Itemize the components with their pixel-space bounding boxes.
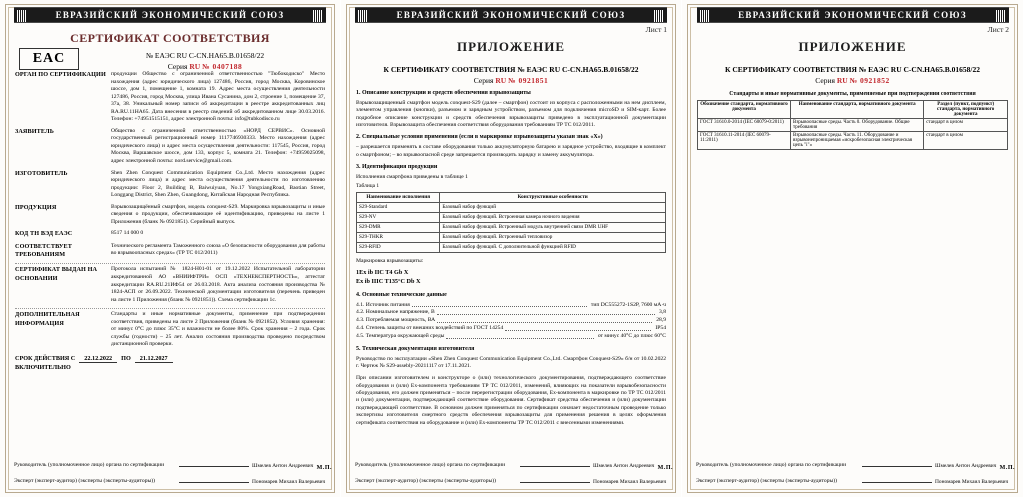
standards-table [697, 100, 1008, 150]
serial-row [697, 76, 1008, 85]
field-rows [15, 71, 325, 349]
signature-line [862, 476, 932, 483]
signature-name: Шмелев Антон Андреевич [935, 463, 997, 469]
banner-wing-left-icon [700, 10, 710, 22]
leader-dots [437, 309, 655, 315]
table-cell: Базовый набор функций. Встроенный тепловизор [440, 232, 666, 242]
field-row-hs-code [15, 230, 325, 238]
field-value: Технического регламента Таможенного союза «О безопасности оборудования для работы во взрывоопасных средах» (ТР ТС 012/2011) [111, 242, 325, 257]
section-text: Руководство по эксплуатации «Shen Zhen Conquest Communication Equipment Co.,Ltd. Смартфон Conquest-S29» б/н от 10.02.2022 г. Чертеж № S29-assebly-20211117 от 17.11.2021. [356, 355, 666, 369]
field-value: Взрывозащищённый смартфон, модель conquest-S29. Маркировка взрывозащиты и иные сведения о продукции, обеспечивающие её идентификацию, приведены на листе 1 Приложения (бланк № 0921851). Серийный выпуск. [111, 203, 325, 225]
signature-row-expert [696, 476, 1009, 485]
appendix-subtitle-text: К СЕРТИФИКАТУ СООТВЕТСТВИЯ № ЕАЭС [725, 65, 889, 74]
signature-block [355, 453, 667, 485]
section-heading: 5. Техническая документация изготовителя [356, 345, 475, 352]
field-label: ПРОДУКЦИЯ [15, 203, 57, 211]
banner-wing-left-icon [17, 10, 27, 22]
section-marking [356, 258, 666, 287]
table-cell: S29-NV [357, 213, 440, 223]
serial-country: RU [836, 76, 848, 85]
sheet-certificate [0, 0, 341, 497]
marking-code: Ex ib IIIC T135°C Db X [356, 278, 421, 286]
spec-value: от минус 40°С до плюс 60°С [597, 332, 666, 339]
table-header-cell: Обозначение стандарта, нормативного документа [698, 101, 791, 119]
page-title: ПРИЛОЖЕНИЕ [456, 39, 566, 54]
signature-line [520, 460, 590, 467]
sheet-appendix-2 [682, 0, 1024, 497]
field-row-product [15, 204, 325, 227]
signature-name: Пономарев Михаил Валерьевич [252, 479, 326, 485]
divider [15, 263, 325, 264]
signature-role: Руководитель (уполномоченное лицо) органа по сертификации [14, 462, 165, 469]
signature-line [179, 460, 249, 467]
signature-line [520, 476, 590, 483]
field-row-cert-body [15, 71, 325, 124]
table-cell: Базовый набор функций [440, 203, 666, 213]
validity-from-label: СРОК ДЕЙСТВИЯ С [15, 354, 76, 362]
section-text: Исполнения смартфона приведены в таблице 1 [356, 173, 468, 180]
section-technical-data [356, 292, 666, 341]
signature-role: Эксперт (эксперт-аудитор) (эксперты (эксперты-аудиторы)) [696, 478, 837, 485]
field-label: ОРГАН ПО СЕРТИФИКАЦИИ [15, 71, 106, 78]
appendix-cert-number: RU C-CN.НА65.В.01658/22 [890, 65, 980, 74]
field-row-applicant [15, 128, 325, 166]
list-item [356, 302, 666, 310]
table-cell: Взрывоопасные среды. Часть 11. Оборудование и взрывонепроницаемая «искробезопасная электрическая цепь "i"» [791, 132, 924, 150]
field-row-additional-info [15, 311, 325, 349]
signature-name: Шмелев Антон Андреевич [593, 463, 655, 469]
eaeu-banner [697, 7, 1009, 23]
standards-heading: Стандарты и иные нормативные документы, применяемые при подтверждении соответствия [729, 91, 976, 97]
section-heading: 2. Специальные условия применения (если в маркировке взрывозащиты указан знак «Х») [356, 134, 603, 141]
appendix-cert-number: RU C-CN.НА65.В.01658/22 [549, 65, 639, 74]
table-header-row [357, 193, 666, 203]
table-cell: стандарт в целом [924, 132, 1008, 150]
signature-row-head [14, 460, 326, 469]
eac-header-row [15, 48, 325, 71]
spec-label: 4.1. Источник питания [356, 301, 410, 308]
table-cell: S29-Standard [357, 203, 440, 213]
table-cell: ГОСТ 31610.0-2014 (IEC 60079-0:2011) [698, 119, 791, 132]
signature-row-expert [355, 476, 667, 485]
seal-mark: М.П. [657, 465, 673, 471]
table-cell: S29-RFID [357, 242, 440, 252]
signature-name: Пономарев Михаил Валерьевич [593, 479, 667, 485]
signature-block [14, 453, 326, 485]
divider [15, 308, 325, 309]
field-row-requirements [15, 243, 325, 260]
table-row [357, 232, 666, 242]
eac-conformity-mark-icon: EAC [19, 48, 79, 70]
banner-text: ЕВРАЗИЙСКИЙ ЭКОНОМИЧЕСКИЙ СОЮЗ [738, 10, 967, 20]
banner-wing-right-icon [996, 10, 1006, 22]
validity-inclusive-label: ВКЛЮЧИТЕЛЬНО [15, 363, 71, 371]
table-caption: Таблица 1 [356, 183, 380, 190]
marking-codes [356, 268, 666, 287]
signature-row-expert [14, 476, 326, 485]
technical-data-list [356, 302, 666, 341]
table-header-cell: Раздел (пункт, подпункт) стандарта, нормативного документа [924, 101, 1008, 119]
validity-inclusive [15, 364, 325, 371]
certificate-number-value: RU C-CN.НА65.В.01658/22 [176, 51, 265, 60]
serial-number: № 0921852 [849, 76, 890, 85]
section-text: Взрывозащищенный смартфон модель conquest-S29 (далее – смартфон) состоит из корпуса с расположенными на нем дисплеем, элементом управления (кнопки), разъемом и зарядным устройством, разъемом для подключения microSD и SIM-карт. Более подробное описание конструкции и средств обеспечения взрывозащиты приведено в эксплуатационной документации изготовителя. Взрывозащита обеспечения соответствия оборудования требованиям ТР ТС 012/2011. [356, 99, 666, 129]
table-row [357, 242, 666, 252]
leader-dots [412, 302, 587, 308]
identification-table [356, 192, 666, 252]
section-special-conditions [356, 134, 666, 159]
table-cell: Базовый набор функций. Встроенный модуль внутренней связи DMR UHF [440, 223, 666, 233]
spec-label: 4.2. Номинальное напряжение, В [356, 309, 435, 316]
field-value: продукции Общество с ограниченной ответственностью "Тюбокодиско" Место нахождения (адрес юридического лица) 127486, Россия, город Москва, Коровинское шоссе, дом 1, помещение 1, комната 19. Адрес места осуществления деятельности 127486, Россия, город Москва, улица Ивана Сусанина, дом 2, строение 1, помещение 37, 37а, 38. Уникальный номер записи об аккредитации в реестре аккредитованных лиц RA.RU.11НА65. Дата внесения в реестр сведений об аккредитованном лице 30.03.2016. Телефон: +74951515151, адрес электронной почты: info@tubkodisco.ru [111, 71, 325, 123]
list-item [356, 333, 666, 341]
field-value: Shen Zhen Conquest Communication Equipment Co.,Ltd. Место нахождения (адрес юридического лица) и адрес места осуществления деятельности по изготовлению продукции: Floor 2, Building B, Baiwuiyuan, No.17 YongxiangRoad, Baotian Street, Longgang District, Shen Zhen, Guangdong, Китайская Народная Республика. [111, 169, 325, 199]
table-row [698, 132, 1008, 150]
table-cell: S29-THKR [357, 232, 440, 242]
table-header-cell: Конструктивные особенности [440, 193, 666, 203]
seal-mark: М.П. [999, 465, 1015, 471]
signature-role: Руководитель (уполномоченное лицо) органа по сертификации [696, 462, 847, 469]
spec-value: 3,8 [659, 309, 666, 316]
table-row [357, 223, 666, 233]
spec-label: 4.3. Потребляемая мощность, ВА [356, 317, 436, 324]
table-cell: S29-DMR [357, 223, 440, 233]
serial-number: № 0921851 [508, 76, 549, 85]
field-label: СЕРТИФИКАТ ВЫДАН НА ОСНОВАНИИ [15, 266, 98, 282]
signature-block [696, 453, 1009, 485]
section-tech-docs [356, 346, 666, 371]
page-title: СЕРТИФИКАТ СООТВЕТСТВИЯ [70, 31, 270, 45]
field-label: ЗАЯВИТЕЛЬ [15, 127, 54, 135]
banner-wing-right-icon [654, 10, 664, 22]
table-header-cell: Наименование исполнения [357, 193, 440, 203]
validity-to-label: ПО [121, 354, 131, 362]
certificate-number-label: № ЕАЭС [145, 51, 175, 60]
leader-dots [446, 333, 593, 339]
list-item [356, 309, 666, 317]
appendix-subtitle [356, 65, 666, 74]
signature-name: Пономарев Михаил Валерьевич [935, 479, 1009, 485]
eaeu-banner [14, 7, 325, 23]
field-value: Протокола испытаний № 1824-Н01-01 от 19.12.2022 Испытательной лаборатории аккредитованной АО «ВНИИФТРИ» ОСП «ТЕХНЕКСПЕРТНОСТЬ», аттестат аккредитации RA.RU.21ИФ54 от 26.03.2018. Акта анализа состояния производства № 1824-АСП от 26.09.2022. Технической документации изготовителя (перечень приведен на листе 1 Приложения (бланк № 0921851)). Схема сертификации 1с. [111, 266, 325, 303]
serial-row [356, 76, 666, 85]
table-cell: ГОСТ 31610.11-2014 (IEC 60079-11:2011) [698, 132, 791, 150]
signature-name: Шмелев Антон Андреевич [252, 463, 314, 469]
sheet-appendix-1 [341, 0, 682, 497]
section-construction [356, 90, 666, 129]
signature-line [862, 460, 932, 467]
section-notes [356, 375, 666, 427]
section-identification [356, 164, 666, 253]
serial-row [85, 62, 325, 71]
banner-text: ЕВРАЗИЙСКИЙ ЭКОНОМИЧЕСКИЙ СОЮЗ [396, 10, 626, 20]
list-item [356, 325, 666, 333]
serial-label: Серия [473, 76, 494, 85]
banner-text: ЕВРАЗИЙСКИЙ ЭКОНОМИЧЕСКИЙ СОЮЗ [55, 10, 285, 20]
seal-mark: М.П. [316, 465, 332, 471]
marking-code: 1Ex ib IIC T4 Gb X [356, 269, 409, 276]
table-row [698, 119, 1008, 132]
banner-wing-left-icon [358, 10, 368, 22]
table-row [357, 213, 666, 223]
signature-row-head [355, 460, 667, 469]
leader-dots [505, 325, 651, 331]
eaeu-banner [355, 7, 666, 23]
section-text: – разрешается применять в составе оборудования только аккумуляторную батарею и зарядное устройство, входящие в комплект о смартфоном; – во взрывоопасной среде запрещается производить зарядку и замену аккумулятора. [356, 144, 666, 158]
leader-dots [437, 317, 652, 323]
spec-label: 4.4. Степень защиты от внешних воздействий по ГОСТ 14254 [356, 324, 504, 331]
section-text: При описании изготовителем и конструкторе о (или) технологического документирования, подтверждающего соответствие оборудования и (или) Ех-компонента требованиям ТР ТС 012/2011, изменений, влияющих на показатели взрывобезопасности оборудования, его должен применяться – после перерегистрации оборудования, Ех-компонента в маркировке по ТР ТС 012/2011 и (или) документации, подтверждающей соответствие оборудования. Сертификат средства обеспечения и (или) документации подтверждающей соответствие. В основном должен применяться по сертификации означает недостаточным проведение только экспертизы изготовителя смертного средств обеспечения взрывозащиты для применения решения в целях оформления сертификата соответствия на оборудование и (или) Ех-компоненты ТР ТС 012/2011 с внесенными изменениями. [356, 375, 666, 426]
table-header-cell: Наименование стандарта, нормативного документа [791, 101, 924, 119]
field-value: Стандарты и иные нормативные документы, применение при подтверждении соответствия, приведены на листе 2 Приложения (бланк № 0921852). Условия хранения: от минус 0°С до плюс 35°С и влажности не более 80%. Срок хранения – 2 года. Срок службы (годности) – 25 лет. Анализ состояния производства проведено посредством дистанционной проверки. [111, 311, 325, 348]
spec-value: 28,9 [656, 317, 666, 324]
sheet-number: Лист 1 [645, 25, 667, 34]
table-cell: Базовый набор функций. Встроенная камера ночного видения [440, 213, 666, 223]
table-cell: Взрывоопасные среды. Часть 0. Оборудование. Общие требования [791, 119, 924, 132]
serial-country: RU [189, 62, 201, 71]
serial-number: № 0407188 [202, 62, 243, 71]
spec-value: IP54 [655, 324, 666, 331]
field-label: ИЗГОТОВИТЕЛЬ [15, 169, 68, 177]
section-heading: 1. Описание конструкции и средств обеспечения взрывозащиты [356, 90, 531, 96]
certificate-number [85, 51, 325, 60]
section-heading: 3. Идентификация продукции [356, 164, 438, 171]
field-row-basis [15, 266, 325, 304]
section-heading: 4. Основные технические данные [356, 291, 447, 298]
field-value: Общество с ограниченной ответственностью «НОРД СЕРВИС». Основной государственный регистрационный номер 1117746930333. Место нахождения (адрес юридического лица) и адрес места осуществления деятельности: 117545, Россия, город Москва, Варшавское шоссе, дом 133, корпус 5, комната 21. Телефон: +74959025098, адрес электронной почты: nord.service@gmail.com. [111, 127, 325, 165]
signature-line [179, 476, 249, 483]
signature-row-head [696, 460, 1009, 469]
banner-wing-right-icon [313, 10, 323, 22]
field-label: ДОПОЛНИТЕЛЬНАЯ ИНФОРМАЦИЯ [15, 311, 80, 327]
field-value: 8517 14 000 0 [111, 230, 144, 237]
table-cell: стандарт в целом [924, 119, 1008, 132]
table-header-row [698, 101, 1008, 119]
appendix-subtitle-text: К СЕРТИФИКАТУ СООТВЕТСТВИЯ № ЕАЭС [383, 65, 548, 74]
appendix-subtitle [697, 65, 1008, 74]
signature-role: Эксперт (эксперт-аудитор) (эксперты (эксперты-аудиторы)) [14, 478, 155, 485]
list-item [356, 317, 666, 325]
table-cell: Базовый набор функций. С дополнительной функцией RFID [440, 242, 666, 252]
spec-label: 4.5. Температура окружающей среды [356, 332, 445, 339]
signature-role: Эксперт (эксперт-аудитор) (эксперты (эксперты-аудиторы)) [355, 478, 496, 485]
table-row [357, 203, 666, 213]
validity-to-date: 21.12.2027 [135, 355, 173, 363]
validity-from-date: 22.12.2022 [79, 355, 117, 363]
serial-label: Серия [167, 62, 188, 71]
field-row-manufacturer [15, 170, 325, 200]
signature-role: Руководитель (уполномоченное лицо) органа по сертификации [355, 462, 506, 469]
sheet-number: Лист 2 [987, 25, 1009, 34]
marking-heading: Маркировка взрывозащиты: [356, 257, 424, 264]
validity-row [15, 355, 325, 363]
field-label: КОД ТН ВЭД ЕАЭС [15, 230, 73, 238]
page-title: ПРИЛОЖЕНИЕ [798, 39, 907, 54]
serial-country: RU [495, 76, 507, 85]
spec-value: тип DC555272-1S2P, 7600 мА·ч [590, 301, 666, 308]
serial-label: Серия [815, 76, 835, 85]
field-label: СООТВЕТСТВУЕТ ТРЕБОВАНИЯМ [15, 242, 72, 259]
